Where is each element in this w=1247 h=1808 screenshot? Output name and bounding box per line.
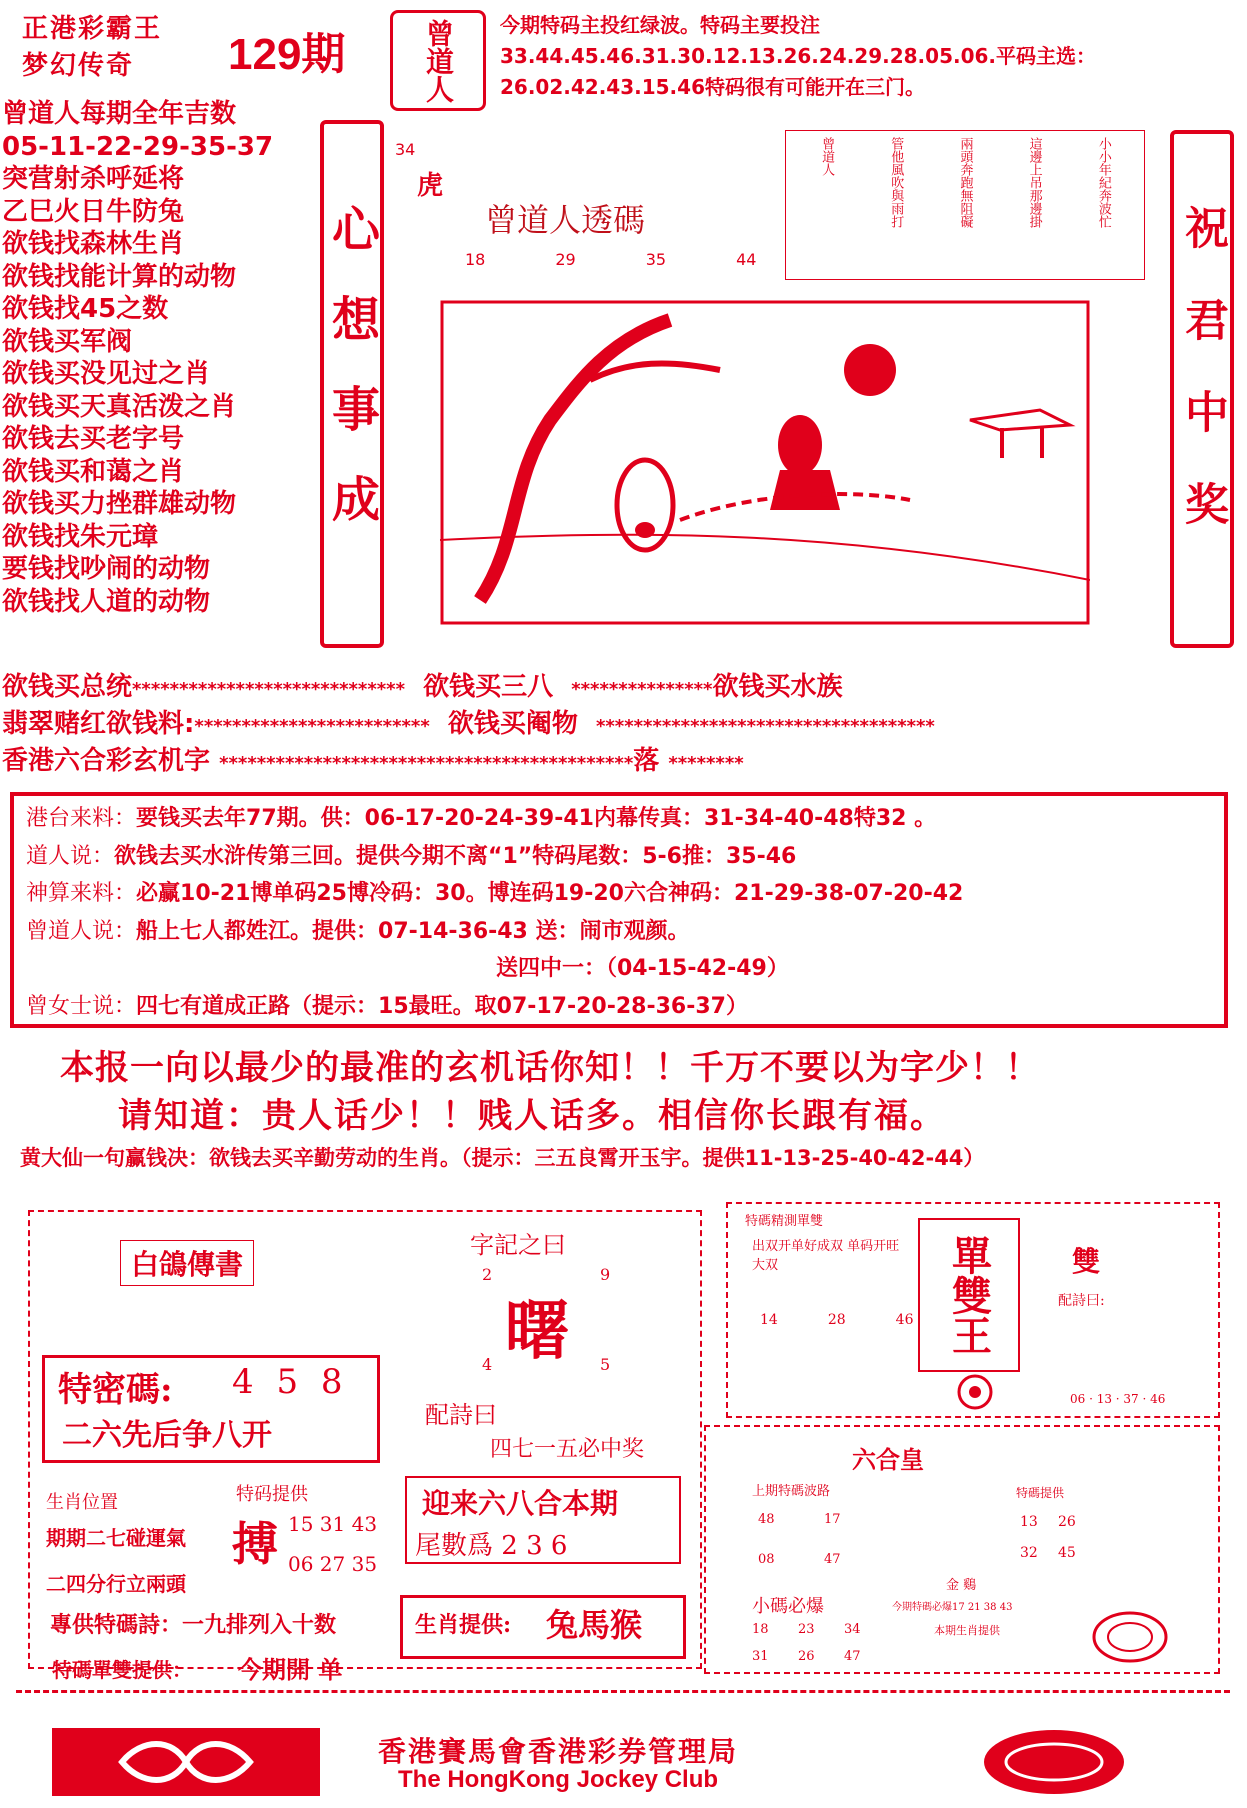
star-row-mid: 落 [633, 746, 660, 776]
star-row [2, 670, 1242, 707]
wong-tai-sin-line: 黄大仙一句赢钱决：欲钱去买辛勤劳动的生肖。（提示：三五良霄开玉宇。提供11-13-25-40-42-44） [20, 1146, 985, 1170]
word-num: 5 [600, 1355, 611, 1374]
tiger-label: 虎 [417, 171, 444, 201]
sp-num: 32 [1020, 1545, 1038, 1561]
zodiac-give: 生肖提供: [415, 1612, 512, 1638]
hint-line: 欲钱买力挫群雄动物 [2, 489, 237, 519]
hint-line: 欲钱去买老字号 [2, 424, 185, 454]
hint-line: 欲钱买天真活泼之肖 [2, 391, 237, 422]
info-line [26, 838, 1212, 876]
star-row [2, 707, 1242, 744]
num-34: 34 [395, 140, 416, 159]
right-num: 14 [760, 1312, 778, 1328]
info-line [26, 800, 1212, 838]
logo-line-1: 正港彩霸王 [22, 14, 163, 44]
info-text: 要钱买去年77期。供：06-17-20-24-39-41内幕传真：31-34-40-48特32 。 [136, 806, 937, 831]
picture-caption: 曾道人透碼 [485, 201, 646, 239]
right-num: 46 [895, 1312, 914, 1328]
info-text: 欲钱去买水浒传第三回。提供今期不离“1”特码尾数：5-6推：35-46 [114, 843, 797, 869]
right-top-sub: 出双开单好成双 单码开旺大双 [752, 1239, 900, 1273]
seal-stamp [390, 10, 486, 111]
poem-panel [785, 130, 1145, 280]
word-title: 字記之曰 [470, 1231, 566, 1259]
hint-line: 欲钱买军阀 [2, 326, 133, 357]
hint-line: 欲钱找45之数 [2, 294, 169, 324]
round-seal-icon [1090, 1610, 1170, 1664]
small-num: 34 [844, 1622, 861, 1637]
lottery-seal-icon [980, 1726, 1128, 1798]
small-num: 26 [798, 1649, 815, 1664]
issue-number: 129期 [228, 30, 346, 79]
wave-num: 47 [824, 1552, 841, 1567]
small-num: 23 [798, 1622, 815, 1637]
info-box [10, 792, 1228, 1028]
word-num: 4 [482, 1355, 493, 1374]
info-line [26, 988, 1212, 1026]
tejian-label: 特码提供 [236, 1484, 308, 1505]
sp-num: 26 [1058, 1514, 1076, 1530]
seal-text: 曾道人 [422, 18, 455, 103]
footer-cn: 香港賽馬會香港彩券管理局 [378, 1735, 739, 1768]
scroll-left-text: 心想事成 [323, 204, 380, 564]
info-label: 神算来料： [26, 881, 137, 906]
stars: ************************************ [595, 716, 935, 737]
single-double: 特碼單雙提供： [52, 1658, 192, 1682]
zodiac-pos: 生肖位置 [46, 1492, 118, 1513]
info-label: 曾道人说： [26, 918, 137, 944]
poem-col: 這邊上吊那邊掛 [1026, 137, 1042, 228]
hint-line: 突营射杀呼延将 [2, 164, 185, 194]
big-title-box [918, 1218, 1020, 1372]
hint-line: 要钱找吵闹的动物 [2, 554, 211, 584]
zodiac-line: 期期二七碰運氣 [46, 1526, 186, 1550]
picture-numbers [465, 250, 756, 269]
wave-num: 17 [824, 1512, 841, 1527]
double-char: 雙 [1072, 1245, 1101, 1278]
tail-line: 尾數爲 2 3 6 [415, 1531, 568, 1561]
scroll-left [320, 120, 384, 648]
masthead-logo [22, 8, 192, 81]
single-double-val: 今期開 单 [238, 1655, 343, 1684]
gold-label: 金 鷄 [946, 1578, 977, 1593]
welcome-line: 迎来六八合本期 [422, 1487, 619, 1520]
star-row-right: 欲钱买水族 [712, 672, 843, 702]
star-row-left: 翡翠赌红欲钱料: [2, 709, 195, 739]
this-zodiac: 本期生肖提供 [934, 1624, 1000, 1637]
info-line [26, 875, 1212, 913]
logo-line-2: 梦幻传奇 [22, 51, 135, 81]
stars: ******** [668, 753, 744, 774]
picture-number: 44 [736, 250, 757, 269]
star-row-mid: 欲钱买阉物 [447, 709, 578, 739]
scroll-right [1170, 130, 1234, 648]
info-line [26, 950, 1212, 988]
lucky-numbers: 05-11-22-29-35-37 [2, 131, 274, 162]
sp-num: 45 [1058, 1545, 1076, 1561]
stars: ************************* [194, 716, 430, 737]
bo-nums: 15 31 43 [288, 1512, 378, 1536]
hint-line: 欲钱找人道的动物 [2, 586, 211, 617]
stars: ******************************************** [219, 753, 634, 774]
illustration [440, 300, 1090, 625]
small-code: 小碼必爆 [752, 1596, 824, 1617]
info-label: 曾女士说： [26, 993, 137, 1019]
poem-col: 管他風吹與雨打 [888, 137, 904, 228]
poem-col: 兩頭奔跑無阻礙 [957, 137, 973, 228]
info-text: 船上七人都姓江。提供：07-14-36-43 送：闹市观颜。 [136, 918, 690, 944]
word-num: 9 [600, 1265, 611, 1284]
right-num: 28 [827, 1312, 846, 1328]
hint-line: 欲钱找森林生肖 [2, 229, 185, 259]
info-text: 送四中一：（04-15-42-49） [496, 956, 789, 981]
mark-nums: 今期特碼必爆17 21 38 43 [892, 1602, 1013, 1613]
special-title: 特密碼: [58, 1370, 173, 1410]
star-row-left: 香港六合彩玄机字 [2, 746, 211, 776]
right-nums [760, 1312, 913, 1328]
hint-line: 欲钱找朱元璋 [2, 521, 159, 552]
bo-char: 搏 [232, 1517, 278, 1571]
wave-num: 48 [758, 1512, 775, 1527]
sp-num: 13 [1020, 1514, 1038, 1530]
big-title: 單雙王 [945, 1235, 993, 1355]
club-logo-icon [52, 1728, 320, 1796]
announcement: 今期特码主投红绿波。特码主要投注33.44.45.46.31.30.12.13.26.24.29.28.05.06.平码主选：26.02.42.43.15.46特码很有可能开在三门。 [500, 13, 1097, 99]
left-column [2, 98, 322, 618]
small-num: 47 [844, 1649, 861, 1664]
stars: *************** [571, 679, 713, 700]
small-nums [752, 1622, 890, 1664]
stars: ***************************** [132, 679, 405, 700]
footer-divider [16, 1690, 1230, 1693]
bo-nums: 06 27 35 [288, 1552, 378, 1576]
right-small-nums: 06 · 13 · 37 · 46 [1070, 1392, 1166, 1406]
pigeon-title: 白鴿傳書 [120, 1240, 254, 1286]
big-word: 曙 [505, 1294, 569, 1369]
zodiac-line: 二四分行立兩頭 [46, 1572, 186, 1596]
right-top-title: 特碼精測單雙 [745, 1214, 824, 1229]
info-label: 港台来料： [26, 806, 137, 831]
picture-panel [385, 110, 1165, 640]
special-digits: 4 5 8 [232, 1362, 349, 1402]
left-title: 曾道人每期全年吉数 [2, 99, 237, 129]
picture-number: 35 [645, 250, 667, 269]
word-num: 2 [482, 1265, 493, 1284]
special-give: 特碼提供 [1016, 1486, 1065, 1500]
hint-line: 乙巳火日牛防兔 [2, 196, 185, 227]
hint-line: 欲钱找能计算的动物 [2, 261, 237, 292]
info-text: 四七有道成正路（提示：15最旺。取07-17-20-28-36-37） [136, 993, 748, 1019]
picture-number: 18 [465, 250, 486, 269]
star-rows [2, 670, 1242, 781]
picture-number: 29 [555, 250, 576, 269]
info-line [26, 913, 1212, 951]
peishi-line: 四七一五必中奖 [490, 1437, 645, 1462]
slogan-line-1: 本报一向以最少的最准的玄机话你知！！千万不要以为字少！！ [60, 1048, 1040, 1088]
special-line: 二六先后争八开 [62, 1418, 272, 1453]
slogan-line-2: 请知道：贵人话少！！贱人话多。相信你长跟有福。 [118, 1096, 946, 1136]
star-row [2, 744, 1242, 781]
info-label: 道人说： [26, 843, 115, 869]
info-text: 必赢10-21博单码25博冷码：30。博连码19-20六合神码：21-29-38-07-20-42 [136, 881, 964, 906]
small-num: 31 [752, 1649, 769, 1664]
wave-num: 08 [758, 1552, 775, 1567]
flower-emblem-icon [950, 1372, 1000, 1412]
poem-special: 專供特碼詩：一九排列入十数 [50, 1612, 337, 1638]
footer-en: The HongKong Jockey Club [398, 1766, 719, 1793]
hint-line: 欲钱买没见过之肖 [2, 359, 211, 389]
last-wave: 上期特碼波路 [752, 1484, 831, 1499]
hint-line: 欲钱买和蔼之肖 [2, 456, 185, 487]
star-row-mid: 欲钱买三八 [423, 672, 554, 702]
star-row-left: 欲钱买总统 [2, 672, 133, 702]
peishi-label: 配詩曰 [425, 1401, 497, 1429]
zodiac-animals: 兔馬猴 [546, 1606, 643, 1644]
poem-label: 曾道人 [819, 137, 835, 176]
peishi-r: 配詩曰: [1058, 1293, 1105, 1309]
poem-col: 小小年紀奔波忙 [1095, 137, 1111, 228]
scroll-right-text: 祝君中奖 [1177, 205, 1228, 573]
liuhe-king: 六合皇 [852, 1445, 924, 1474]
small-num: 18 [752, 1622, 769, 1637]
